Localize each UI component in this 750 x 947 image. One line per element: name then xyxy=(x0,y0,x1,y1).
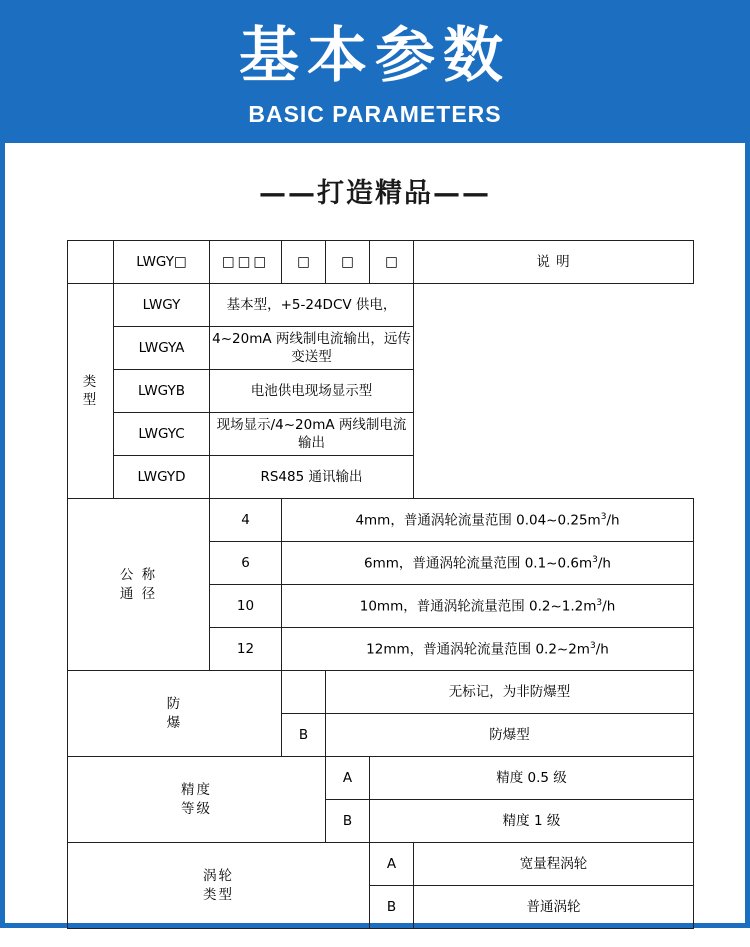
banner xyxy=(0,0,750,143)
description-cell: 防爆型 xyxy=(326,714,694,757)
table-row xyxy=(68,499,694,542)
header-box-1: □ xyxy=(282,241,326,284)
group-label-turbine-type: 涡轮 类型 xyxy=(68,843,370,929)
desc-sup: 3 xyxy=(589,640,596,651)
description-cell: 宽量程涡轮 xyxy=(414,843,694,886)
table-row xyxy=(68,456,694,499)
parameters-table xyxy=(67,240,694,929)
explosion-code xyxy=(282,671,326,714)
header-description-cell: 说 明 xyxy=(414,241,694,284)
group-label-nominal-diameter: 公 称 通 径 xyxy=(68,499,210,671)
group-label-accuracy-class: 精度 等级 xyxy=(68,757,326,843)
parameters-table-wrap xyxy=(67,240,683,929)
description-cell: 现场显示/4~20mA 两线制电流输出 xyxy=(210,413,414,456)
description-cell: 电池供电现场显示型 xyxy=(210,370,414,413)
banner-subtitle: BASIC PARAMETERS xyxy=(248,101,502,127)
accuracy-code: A xyxy=(326,757,370,800)
model-code: LWGY xyxy=(114,284,210,327)
description-cell: 无标记，为非防爆型 xyxy=(326,671,694,714)
description-cell xyxy=(282,542,694,585)
header-blank-cell xyxy=(68,241,114,284)
diameter-value: 10 xyxy=(210,585,282,628)
model-code: LWGYA xyxy=(114,327,210,370)
description-cell xyxy=(282,585,694,628)
description-cell xyxy=(282,628,694,671)
header-size-cell: □□□ xyxy=(210,241,282,284)
desc-sup: 3 xyxy=(596,597,603,608)
turbine-code: A xyxy=(370,843,414,886)
model-code: LWGYD xyxy=(114,456,210,499)
desc-post: /h xyxy=(595,641,609,658)
diameter-value: 12 xyxy=(210,628,282,671)
group-label-type: 类 型 xyxy=(68,284,114,499)
table-header-row xyxy=(68,241,694,284)
desc-pre: 12mm，普通涡轮流量范围 0.2~2m xyxy=(366,641,590,658)
description-cell: 精度 0.5 级 xyxy=(370,757,694,800)
description-cell: 普通涡轮 xyxy=(414,886,694,929)
diameter-value: 6 xyxy=(210,542,282,585)
banner-title: 基本参数 xyxy=(239,21,511,91)
desc-sup: 3 xyxy=(600,511,607,522)
diameter-value: 4 xyxy=(210,499,282,542)
description-cell: 基本型，+5-24DCV 供电， xyxy=(210,284,414,327)
description-cell: 精度 1 级 xyxy=(370,800,694,843)
turbine-code: B xyxy=(370,886,414,929)
model-code: LWGYC xyxy=(114,413,210,456)
header-box-2: □ xyxy=(326,241,370,284)
table-row xyxy=(68,671,694,714)
bottom-spacer xyxy=(5,929,745,947)
desc-sup: 3 xyxy=(592,554,598,565)
desc-post: /h xyxy=(597,555,611,572)
table-row xyxy=(68,284,694,327)
table-row xyxy=(68,757,694,800)
description-cell: RS485 通讯输出 xyxy=(210,456,414,499)
explosion-code: B xyxy=(282,714,326,757)
accuracy-code: B xyxy=(326,800,370,843)
header-box-3: □ xyxy=(370,241,414,284)
desc-pre: 4mm，普通涡轮流量范围 0.04~0.25m xyxy=(355,512,601,529)
slogan: ——打造精品—— xyxy=(259,178,491,209)
header-model-cell: LWGY□ xyxy=(114,241,210,284)
table-row xyxy=(68,327,694,370)
group-label-explosion-proof: 防 爆 xyxy=(68,671,282,757)
desc-post: /h xyxy=(602,598,616,615)
desc-pre: 6mm，普通涡轮流量范围 0.1~0.6m xyxy=(364,555,593,572)
description-cell: 4~20mA 两线制电流输出，远传变送型 xyxy=(210,327,414,370)
model-code: LWGYB xyxy=(114,370,210,413)
desc-post: /h xyxy=(606,512,620,529)
table-row xyxy=(68,370,694,413)
table-row xyxy=(68,413,694,456)
desc-pre: 10mm，普通涡轮流量范围 0.2~1.2m xyxy=(359,598,597,615)
table-row xyxy=(68,843,694,886)
description-cell xyxy=(282,499,694,542)
